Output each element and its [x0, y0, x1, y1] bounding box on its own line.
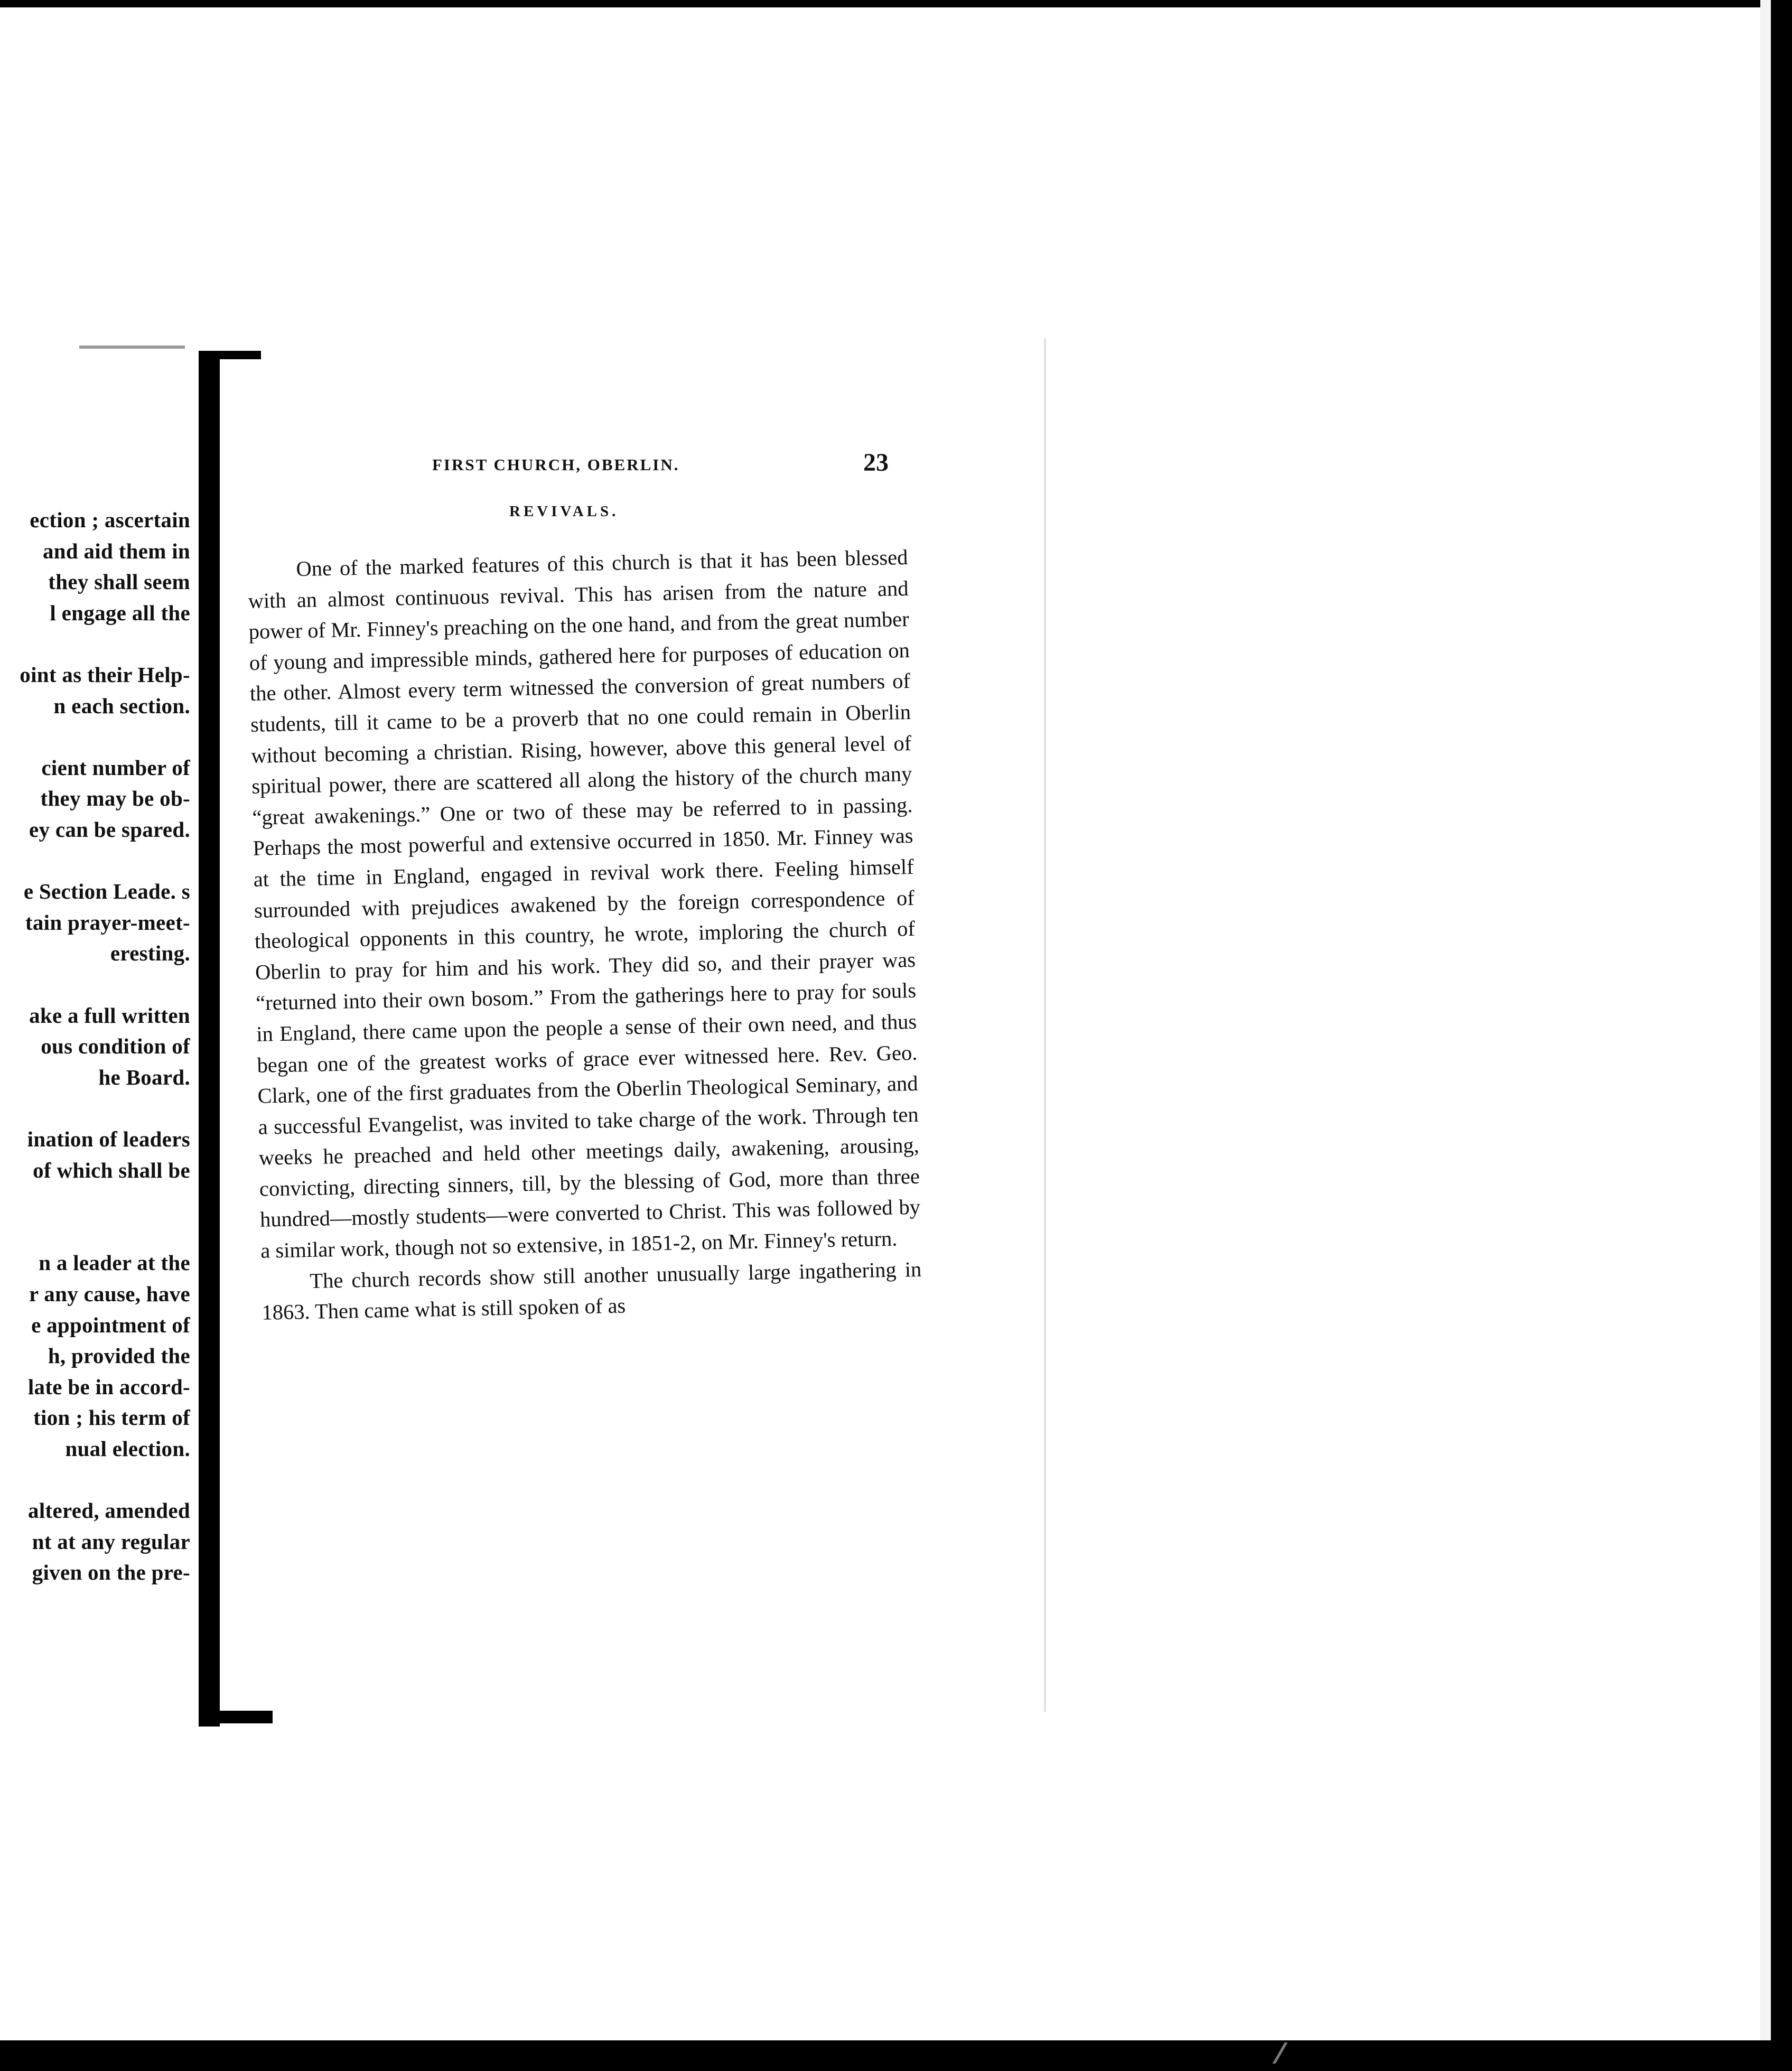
left-page-line: n a leader at the [39, 1251, 190, 1275]
scan-frame-right-edge [1760, 0, 1771, 2071]
left-page-line: tion ; his term of [33, 1405, 190, 1430]
section-heading: REVIVALS. [509, 503, 619, 520]
page-number: 23 [863, 449, 889, 477]
book-spine [199, 353, 220, 1727]
left-page-line: r any cause, have [29, 1282, 190, 1306]
left-page-line: late be in accord- [27, 1374, 190, 1399]
left-page-line: l engage all the [50, 600, 190, 625]
scan-frame-bottom [0, 2040, 1792, 2071]
scanner-artifact [1272, 2042, 1351, 2064]
spine-bottom-cap [199, 1711, 273, 1723]
left-page-line: altered, amended [28, 1498, 190, 1523]
left-page-line: ous condition of [41, 1034, 190, 1059]
left-page-line: e Section Leade. s [23, 879, 190, 904]
left-page-line: e appointment of [31, 1312, 190, 1337]
left-page-line: nual election. [65, 1436, 190, 1461]
running-header-title: FIRST CHURCH, OBERLIN. [432, 455, 680, 474]
scan-frame-right [1771, 0, 1792, 2071]
body-text [247, 542, 922, 1329]
left-page-line: h, provided the [48, 1344, 190, 1368]
left-page-line: and aid them in [42, 538, 190, 563]
left-page-line: cient number of [41, 755, 190, 780]
left-page-line: ake a full written [29, 1003, 190, 1028]
left-page-line: ey can be spared. [29, 817, 190, 842]
left-page-line: tain prayer-meet- [25, 910, 190, 935]
paragraph: One of the marked features of this church is that it has been blessed with an almost continuous revival. This has arisen from the nature and power of Mr. Finney's preaching on the one hand, and from the great number of young and impressible minds, gathered here for purposes of education on the other. Almost every term witnessed the conversion of great numbers of students, till it came to be a proverb that no one could remain in Oberlin without becoming a christian. Rising, however, above this general level of spiritual power, there are scattered all along the history of the church many “great awakenings.” One or two of these may be referred to in passing. Perhaps the most powerful and extensive occurred in 1850. Mr. Finney was at the time in England, engaged in revival work there. Feeling himself surrounded with prejudices awakened by the foreign correspondence of theological opponents in this country, he wrote, imploring the church of Oberlin to pray for him and his work. They did so, and their prayer was “returned into their own bosom.” From the gatherings here to pray for souls in England, there came upon the people a sense of their own need, and thus began one of the greatest works of grace ever witnessed here. Rev. Geo. Clark, one of the first graduates from the Oberlin Theological Seminary, and a successful Evangelist, was invited to take charge of the work. Through ten weeks he preached and held other meetings daily, awakening, arousing, convicting, directing sinners, till, by the blessing of God, more than three hundred—mostly students—were converted to Christ. This was followed by a similar work, though not so extensive, in 1851-2, on Mr. Finney's return. [248, 545, 921, 1263]
paragraph: The church records show still another unusually large ingathering in 1863. Then came what is still spoken of as [262, 1257, 922, 1324]
left-page-line: ection ; ascertain [30, 508, 190, 532]
scan-frame-top [0, 0, 1792, 7]
left-page-line: ination of leaders [27, 1127, 190, 1151]
left-page-line: they may be ob- [40, 786, 190, 811]
left-page-line: he Board. [98, 1065, 190, 1089]
left-page-line: oint as their Help- [20, 663, 190, 687]
left-page-line: n each section. [53, 693, 190, 718]
left-page-line: they shall seem [48, 570, 190, 594]
left-page-line: of which shall be [33, 1158, 190, 1182]
left-page-line: nt at any regular [32, 1529, 190, 1554]
left-page-line: eresting. [110, 941, 190, 966]
left-page-line: given on the pre- [32, 1560, 190, 1585]
left-page [0, 349, 218, 1718]
